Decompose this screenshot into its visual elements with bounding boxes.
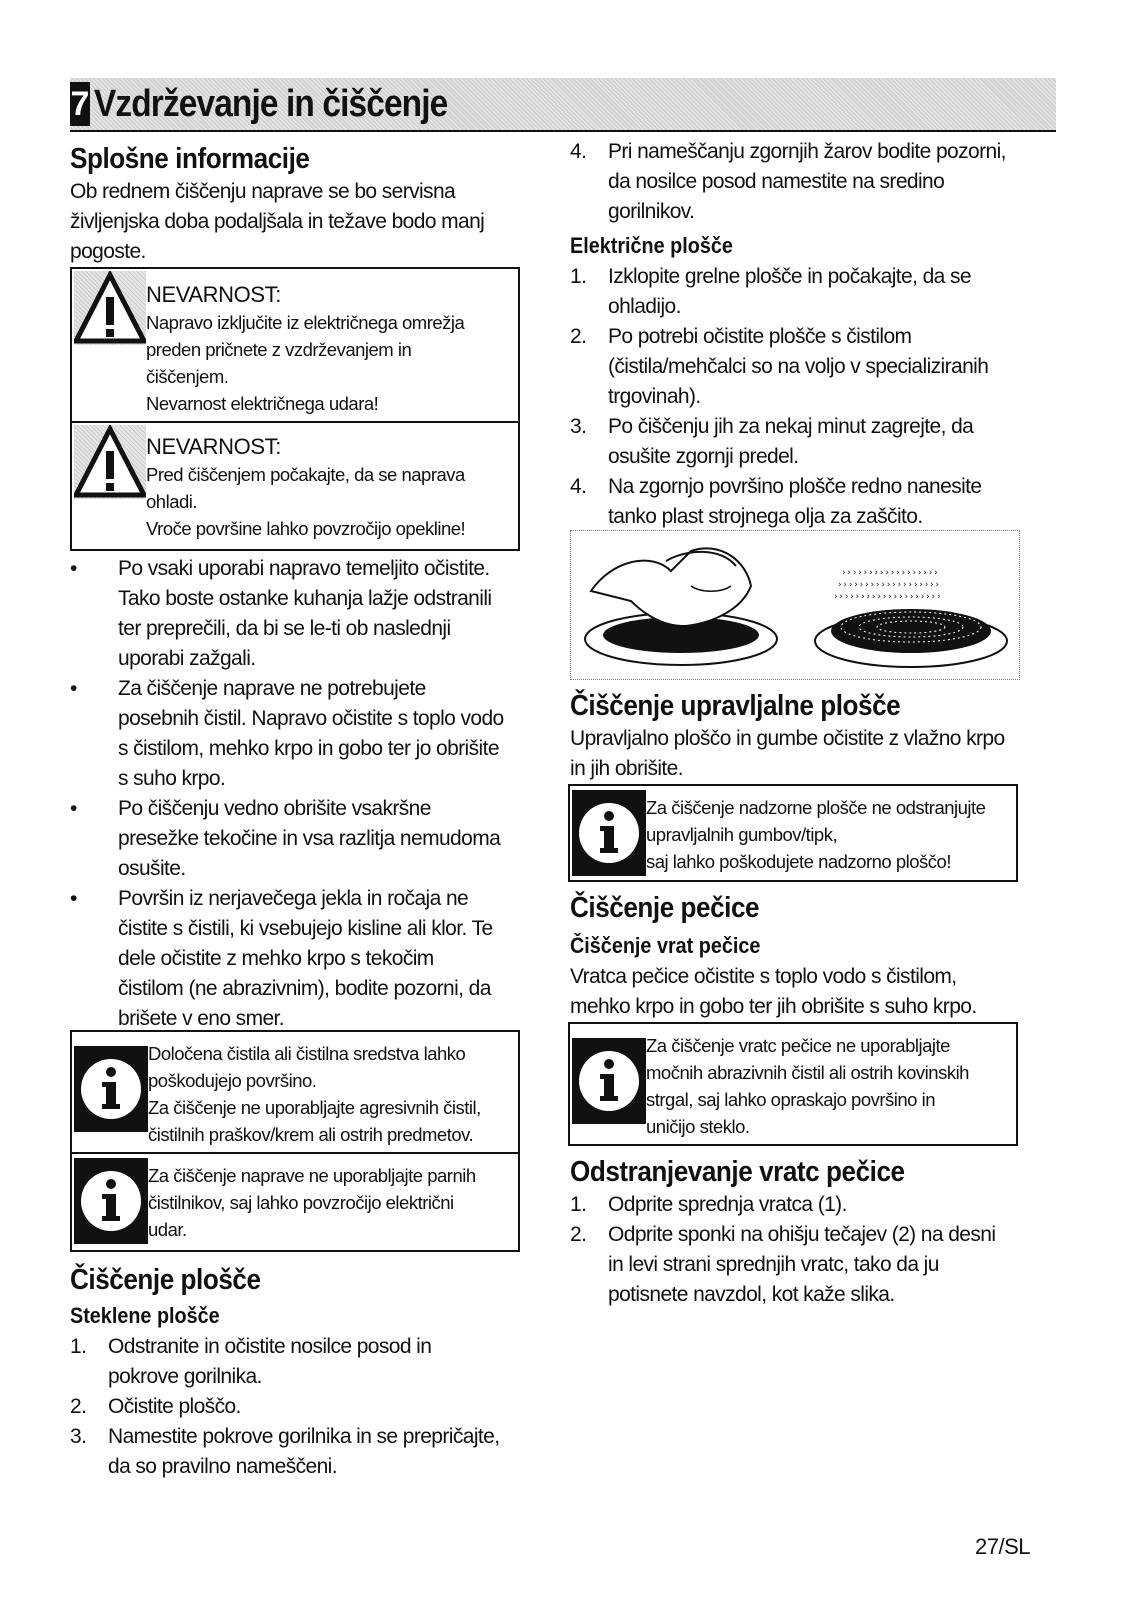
heading-control-panel: Čiščenje upravljalne plošče [570, 690, 901, 722]
info-box-steam [70, 1152, 520, 1252]
heading-general: Splošne informacije [70, 143, 310, 175]
list-item: 2. Odprite sponki na ohišju tečajev (2) na desni in levi strani sprednjih vratc, tako da ju potisnete navzdol, kot kaže slika. [570, 1223, 996, 1306]
door-steps [570, 1190, 1040, 1310]
subheading-oven-door: Čiščenje vrat pečice [570, 933, 761, 958]
subheading-electric: Električne plošče [570, 233, 733, 258]
info-text: Za čiščenje vratc pečice ne uporabljajte močnih abrazivnih čistil ali ostrih kovinskih strgal, saj lahko opraskajo površino in uničijo steklo. [646, 1035, 969, 1137]
general-intro: Ob rednem čiščenju naprave se bo servisna življenjska doba podaljšala in težave bodo manj pogoste. [70, 180, 485, 263]
section-number: 7 [70, 82, 90, 126]
info-box-oven-door [568, 1022, 1018, 1146]
warning-text: Pred čiščenjem počakajte, da se naprava ohladi. Vroče površine lahko povzročijo opekline! [146, 464, 466, 539]
list-item: 1. Izklopite grelne plošče in počakajte, da se ohladijo. [570, 265, 971, 318]
section-title: Vzdrževanje in čiščenje [94, 83, 448, 125]
info-icon [572, 790, 646, 876]
bullet-list [70, 554, 540, 1034]
warning-title: NEVARNOST: [146, 434, 281, 459]
info-box-surface [70, 1030, 520, 1154]
list-item: 3. Po čiščenju jih za nekaj minut zagrejte, da osušite zgornji predel. [570, 415, 974, 468]
info-text: Za čiščenje naprave ne uporabljajte parnih čistilnikov, saj lahko povzročijo električni udar. [148, 1165, 476, 1240]
list-item: 4. Na zgornjo površino plošče redno nanesite tanko plast strojnega olja za zaščito. [570, 475, 982, 528]
list-item: 2. Po potrebi očistite plošče s čistilom (čistila/mehčalci so na voljo v specializiranih trgovinah). [570, 325, 989, 408]
info-box-control [568, 784, 1018, 882]
heading-hob: Čiščenje plošče [70, 1264, 261, 1296]
heading-oven: Čiščenje pečice [570, 892, 760, 924]
warning-title: NEVARNOST: [146, 282, 281, 307]
svg-text:››››››››››››››››››››: ›››››››››››››››››››› [833, 592, 942, 602]
section-header [70, 78, 1056, 132]
info-text: Določena čistila ali čistilna sredstva lahko poškodujejo površino. Za čiščenje ne uporabljajte agresivnih čistil, čistilnih praškov/krem ali ostrih predmetov. [148, 1043, 481, 1145]
info-icon [74, 1046, 148, 1132]
list-item: • Po vsaki uporabi napravo temeljito očistite. Tako boste ostanke kuhanja lažje odstranili ter preprečili, da bi se le-ti ob naslednji uporabi zažgali. [70, 557, 492, 670]
warning-text: Napravo izključite iz električnega omrežja preden pričnete z vzdrževanjem in čiščenjem. Nevarnost električnega udara! [146, 312, 465, 414]
electric-steps [570, 262, 1040, 532]
hob-steps [70, 1332, 540, 1482]
hob-cleaning-illustration [570, 530, 1020, 680]
page-number: 27/SL [975, 1534, 1030, 1559]
info-icon [572, 1038, 646, 1124]
hob-step-4 [570, 137, 1040, 227]
list-item: • Za čiščenje naprave ne potrebujete posebnih čistil. Napravo očistite s toplo vodo s čistilom, mehko krpo in gobo ter jo obrišite s suho krpo. [70, 677, 504, 790]
info-icon [74, 1158, 148, 1244]
svg-text:›››››››››››››››››››: ››››››››››››››››››› [837, 580, 940, 590]
list-item: 2. Očistite ploščo. [70, 1395, 241, 1418]
heading-door-removal: Odstranjevanje vratc pečice [570, 1156, 905, 1188]
list-item: 1. Odprite sprednja vratca (1). [570, 1193, 847, 1216]
list-item: • Po čiščenju vedno obrišite vsakršne presežke tekočine in vsa razlitja nemudoma osušite. [70, 797, 501, 880]
subheading-glass: Steklene plošče [70, 1303, 220, 1328]
info-text: Za čiščenje nadzorne plošče ne odstranjujte upravljalnih gumbov/tipk, saj lahko poškodujete nadzorno ploščo! [646, 797, 986, 872]
oven-text: Vratca pečice očistite s toplo vodo s čistilom, mehko krpo in gobo ter jih obrišite s suho krpo. [570, 965, 977, 1018]
warning-triangle-icon [74, 271, 146, 345]
warning-triangle-icon [74, 425, 146, 499]
list-item: 4. Pri nameščanju zgornjih žarov bodite pozorni, da nosilce posod namestite na sredino gorilnikov. [570, 140, 1006, 223]
list-item: 3. Namestite pokrove gorilnika in se prepričajte, da so pravilno nameščeni. [70, 1425, 500, 1478]
warning-box-electric [70, 267, 520, 423]
list-item: • Površin iz nerjavečega jekla in ročaja ne čistite s čistili, ki vsebujejo kisline ali klor. Te dele očistite z mehko krpo s tekočim čistilom (ne abrazivnim), bodite pozorni, da brišete v eno smer. [70, 887, 493, 1030]
list-item: 1. Odstranite in očistite nosilce posod in pokrove gorilnika. [70, 1335, 432, 1388]
control-text: Upravljalno ploščo in gumbe očistite z vlažno krpo in jih obrišite. [570, 727, 1005, 780]
warning-box-hot [70, 421, 520, 551]
svg-text:››››››››››››››››››: ›››››››››››››››››› [841, 568, 939, 578]
